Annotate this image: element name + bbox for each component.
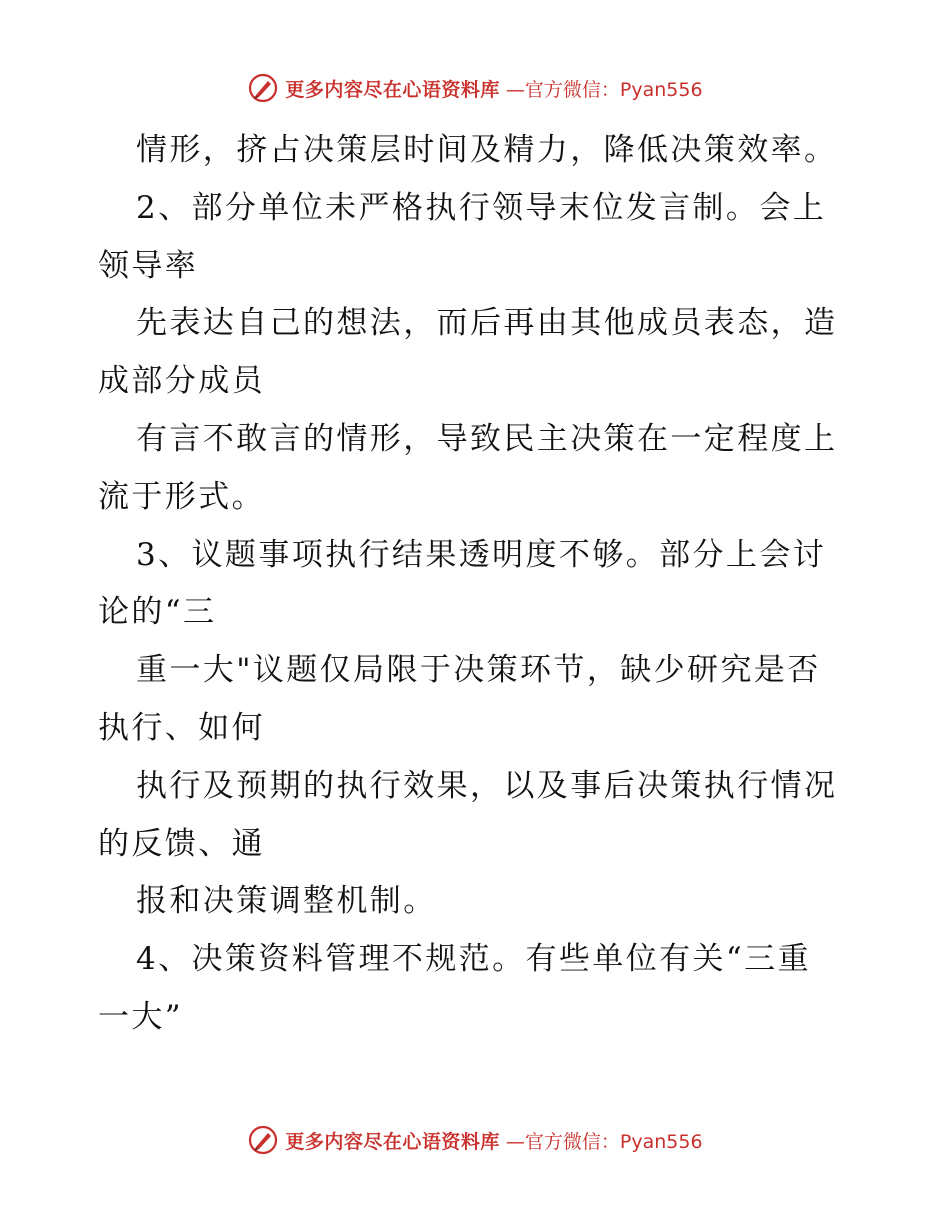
pen-logo-icon <box>247 72 279 104</box>
paragraph-line: 的反馈、通 <box>98 825 265 862</box>
paragraph-line: 有言不敢言的情形，导致民主决策在一定程度上 <box>136 420 838 457</box>
footer-banner-tail: —官方微信：Pyan556 <box>505 1130 703 1153</box>
paragraph-line: 执行、如何 <box>98 709 265 746</box>
paragraph-line: 流于形式。 <box>98 478 265 515</box>
paragraph-line: 报和决策调整机制。 <box>136 883 437 920</box>
paragraph-line: 4、决策资料管理不规范。有些单位有关“三重 <box>136 941 811 978</box>
paragraph-line: 重一大"议题仅局限于决策环节，缺少研究是否 <box>136 652 821 689</box>
paragraph-line: 一大” <box>98 998 184 1035</box>
footer-banner-text: 更多内容尽在心语资料库 <box>285 1130 500 1153</box>
paragraph-line: 执行及预期的执行效果，以及事后决策执行情况 <box>136 767 838 804</box>
paragraph-line: 成部分成员 <box>98 363 265 400</box>
document-body <box>98 122 858 1047</box>
paragraph-line: 先表达自己的想法，而后再由其他成员表态，造 <box>136 305 838 342</box>
pen-logo-icon <box>247 1124 279 1156</box>
paragraph-line: 3、议题事项执行结果透明度不够。部分上会讨 <box>136 536 827 573</box>
paragraph-line: 领导率 <box>98 247 199 284</box>
paragraph-line: 论的“三 <box>98 594 217 631</box>
header-banner-text: 更多内容尽在心语资料库 <box>285 78 500 101</box>
header-banner-tail: —官方微信：Pyan556 <box>505 78 703 101</box>
page-header <box>0 72 950 104</box>
paragraph-line: 2、部分单位未严格执行领导末位发言制。会上 <box>136 189 827 226</box>
page-footer <box>0 1124 950 1156</box>
paragraph-line: 情形，挤占决策层时间及精力，降低决策效率。 <box>136 132 838 168</box>
